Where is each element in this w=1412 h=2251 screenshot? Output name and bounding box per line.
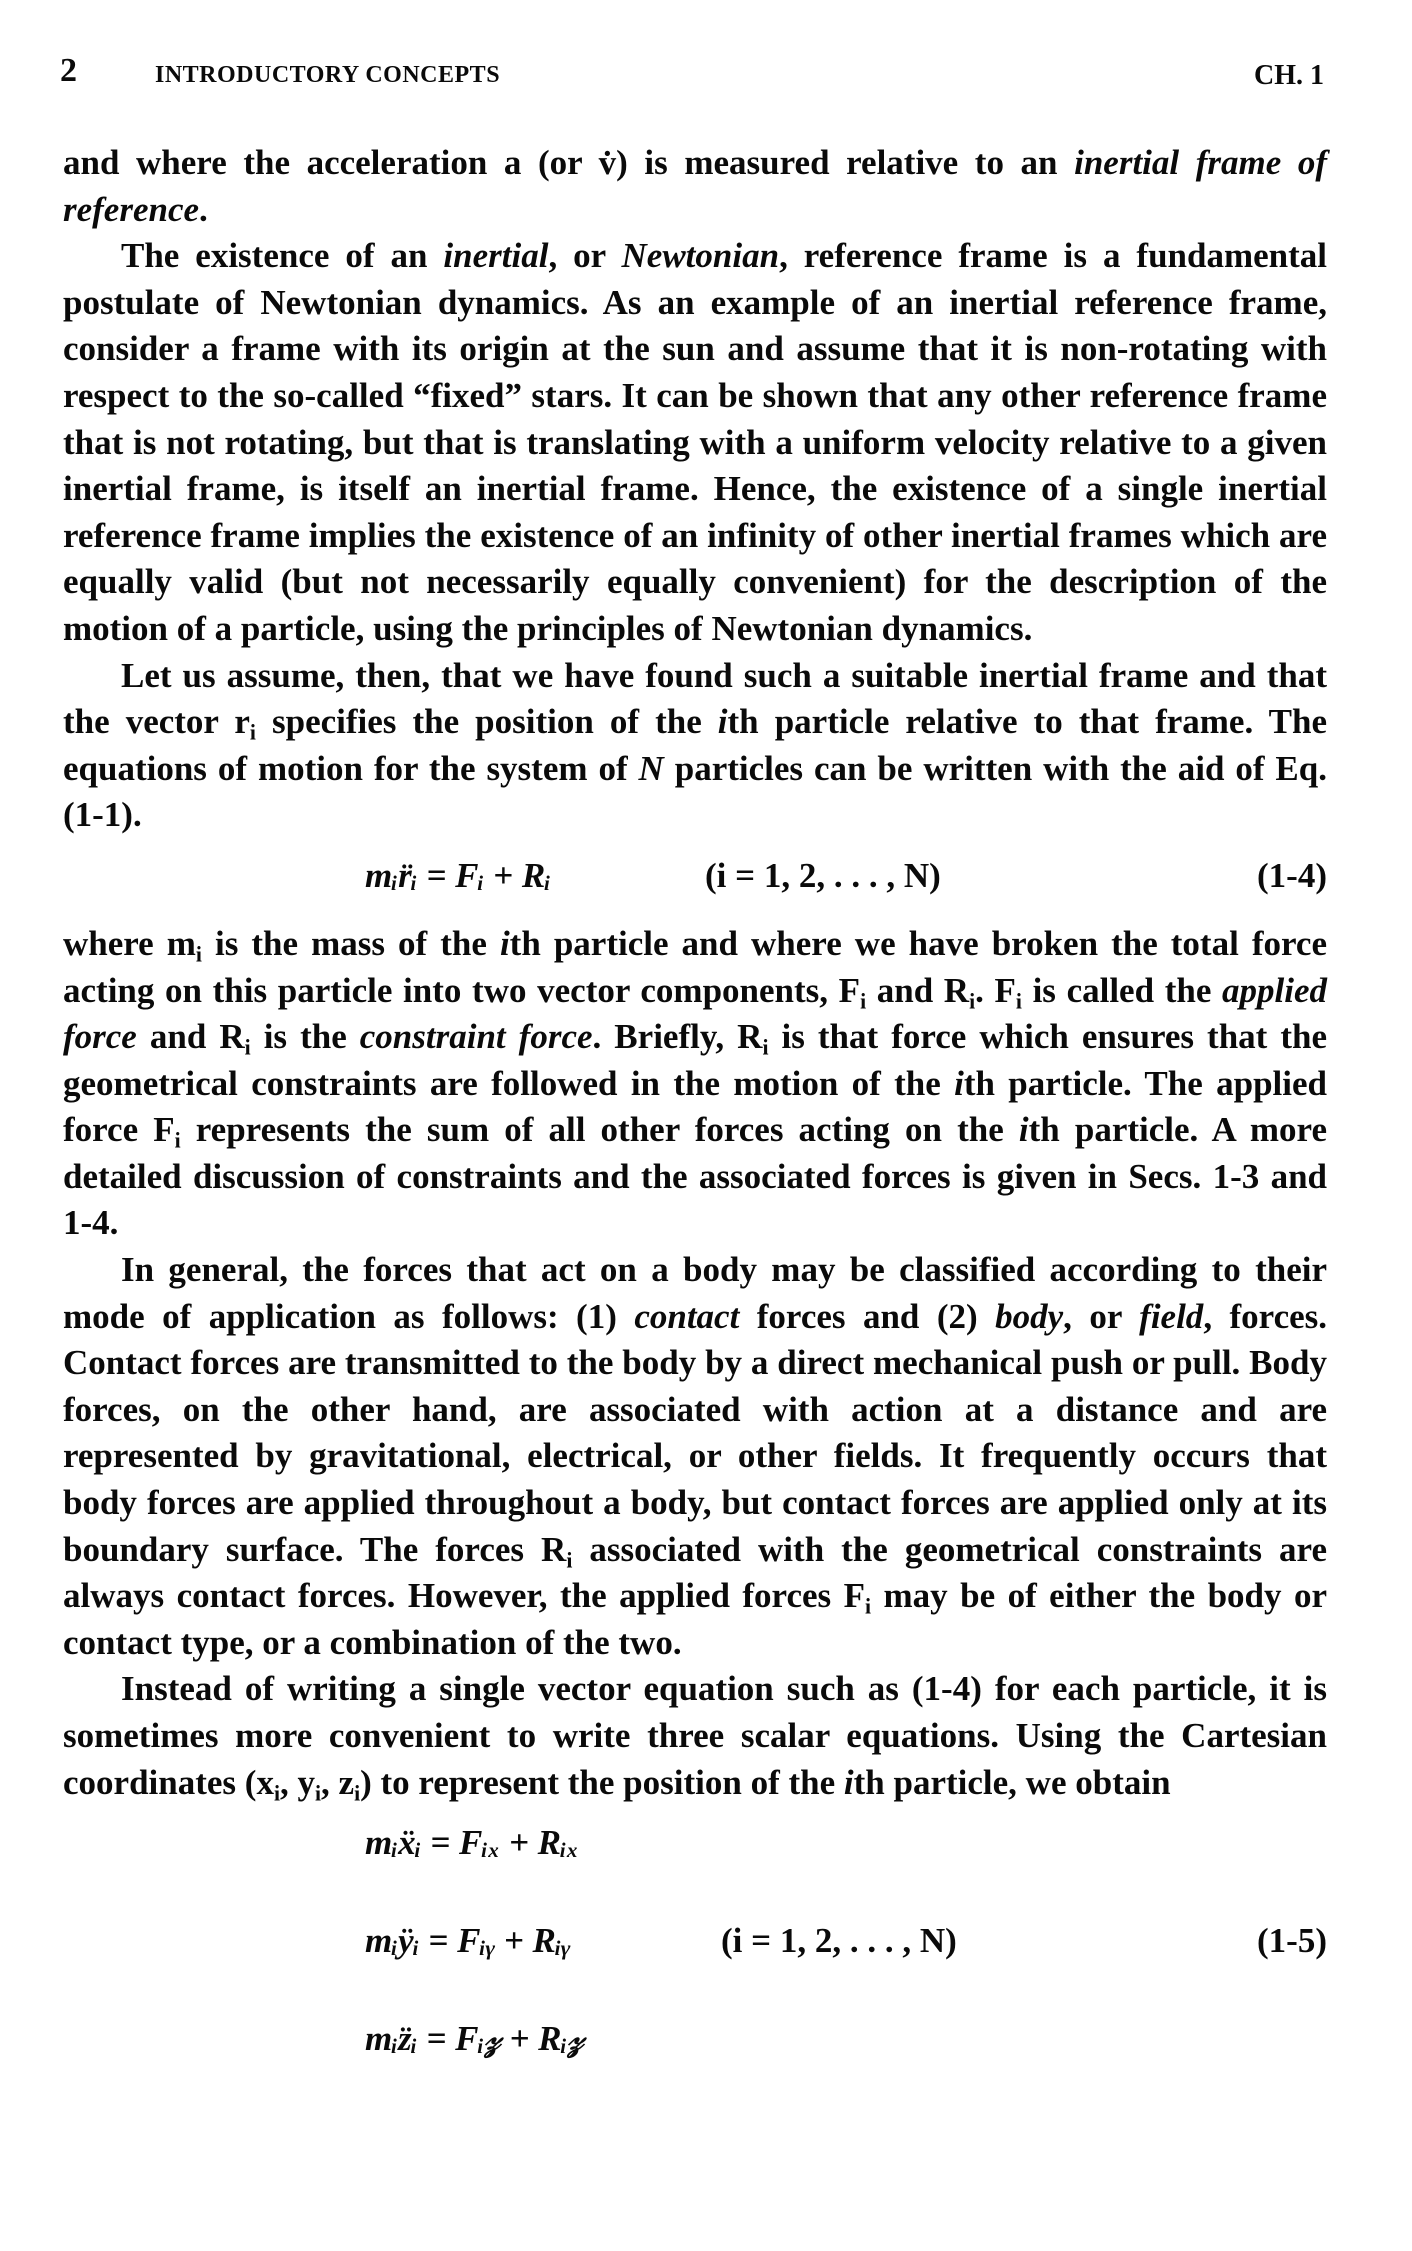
paragraph-4: where $m_i$ is the mass of the ith particle and where we have broken the total force acting on this particle into two vector components, $F_i$ and $R_i$. $F_i$ is called the applied force and $R_i$ is the constraint force. Briefly, $R_i$ is that force which ensures that the geometrical constraints are followed in the motion of the ith particle. The applied force $F_i$ represents the sum of all other forces acting on the ith particle. A more detailed discussion of constraints and the associated forces is given in Secs. 1-3 and 1-4.	[63, 923, 1327, 1243]
equation-1-5	[63, 1820, 1327, 2070]
equation-condition: (i = 1, 2, . . . , N)	[721, 1921, 957, 1961]
paragraph-1: and where the acceleration a (or v̇) is measured relative to an inertial frame of reference.	[63, 143, 1328, 229]
chapter-label: CH. 1	[1254, 60, 1324, 91]
paragraph-5: In general, the forces that act on a body may be classified according to their mode of application as follows: (1) contact forces and (2) body, or field, forces. Contact forces are transmitted to the body by a direct mechanical push or pull. Body forces, on the other hand, are associated with action at a distance and are represented by gravitational, electrical, or other fields. It frequently occurs that body forces are applied throughout a body, but contact forces are applied only at its boundary surface. The forces $R_i$ associated with the geometrical constraints are always contact forces. However, the applied forces $F_i$ may be of either the body or contact type, or a combination of the two.	[63, 1250, 1328, 1662]
equation-1-4	[63, 849, 1327, 909]
equation-expression: mᵢr̈ᵢ = Fᵢ + Rᵢ	[365, 855, 552, 895]
paragraph-3: Let us assume, then, that we have found such a suitable inertial frame and that the vector $r_i$ specifies the position of the ith particle relative to that frame. The equations of motion for the system of N particles can be written with the aid of Eq. (1-1).	[63, 655, 1327, 835]
page-number: 2	[60, 52, 77, 89]
equation-line-z: mᵢz̈ᵢ = Fᵢ𝓏 + Rᵢ𝓏	[365, 2019, 584, 2059]
equation-line-x: mᵢẍᵢ = Fᵢₓ + Rᵢₓ	[365, 1823, 579, 1863]
equation-line-y: mᵢÿᵢ = Fᵢᵧ + Rᵢᵧ	[365, 1921, 571, 1961]
equation-condition: (i = 1, 2, . . . , N)	[705, 855, 941, 895]
page-header	[60, 52, 1324, 102]
body-text	[63, 140, 1327, 2070]
running-title: INTRODUCTORY CONCEPTS	[155, 62, 501, 88]
equation-number: (1-4)	[1257, 855, 1327, 895]
paragraph-6: Instead of writing a single vector equation such as (1-4) for each particle, it is sometimes more convenient to write three scalar equations. Using the Cartesian coordinates ($x_i$, $y_i$, $z_i$) to represent the position of the ith particle, we obtain	[63, 1669, 1327, 1806]
equation-number: (1-5)	[1257, 1921, 1327, 1961]
paragraph-2: The existence of an inertial, or Newtonian, reference frame is a fundamental postulate of Newtonian dynamics. As an example of an inertial reference frame, consider a frame with its origin at the sun and assume that it is non-rotating with respect to the so-called “fixed” stars. It can be shown that any other reference frame that is not rotating, but that is translating with a uniform velocity relative to a given inertial frame, is itself an inertial frame. Hence, the existence of a single inertial reference frame implies the existence of an infinity of other inertial frames which are equally valid (but not necessarily equally convenient) for the description of the motion of a particle, using the principles of Newtonian dynamics.	[63, 236, 1328, 648]
